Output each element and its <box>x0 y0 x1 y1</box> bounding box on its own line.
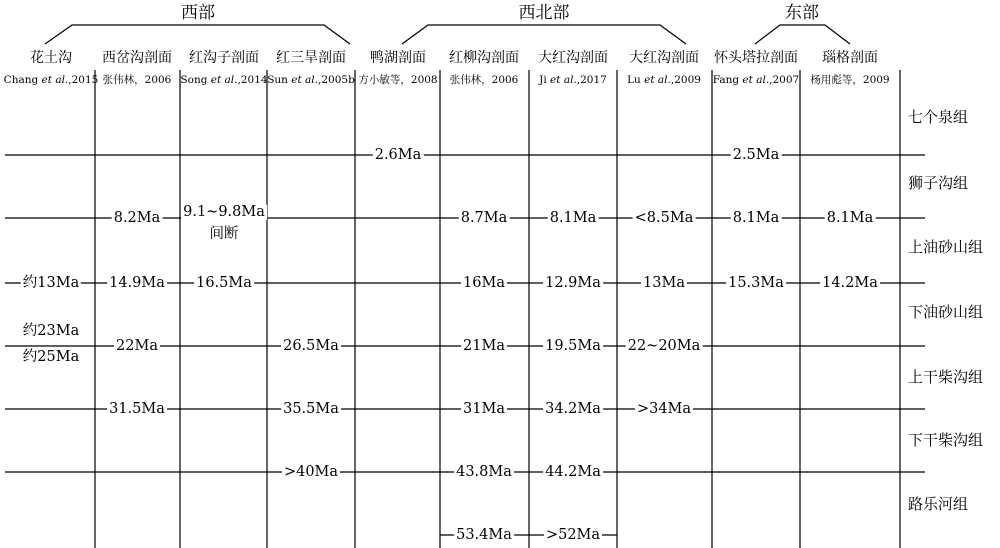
age-label: 2.5Ma <box>732 146 780 163</box>
region-northwest-label: 西北部 <box>518 3 570 23</box>
age-label: 35.5Ma <box>283 400 339 417</box>
age-label: 26.5Ma <box>283 337 339 354</box>
age-label: 43.8Ma <box>456 463 512 480</box>
age-label: >52Ma <box>545 526 601 543</box>
age-label: <8.5Ma <box>634 209 694 226</box>
age-label: 22~20Ma <box>627 337 701 354</box>
age-label: >40Ma <box>283 463 339 480</box>
column-name: 大红沟剖面 <box>629 50 699 66</box>
age-label: 14.2Ma <box>822 274 878 291</box>
column-reference: 方小敏等，2008 <box>358 74 438 86</box>
region-west-label: 西部 <box>181 3 215 23</box>
column-name: 怀头塔拉剖面 <box>714 50 798 66</box>
age-label: 12.9Ma <box>545 274 601 291</box>
age-label: 约13Ma <box>22 274 80 291</box>
age-label: 31Ma <box>463 400 505 417</box>
age-label: >34Ma <box>636 400 692 417</box>
age-label: 8.2Ma <box>113 209 161 226</box>
age-label: 13Ma <box>643 274 685 291</box>
column-reference: 张伟林，2006 <box>102 74 172 86</box>
column-reference: Ji et al.,2017 <box>539 74 607 86</box>
region-east-label: 东部 <box>785 3 819 23</box>
bracket-northwest <box>402 25 686 44</box>
age-label: 约25Ma <box>22 348 80 365</box>
formation-label: 下干柴沟组 <box>908 431 984 449</box>
age-label: 2.6Ma <box>374 146 422 163</box>
formation-label: 路乐河组 <box>908 495 969 513</box>
column-reference: Chang et al.,2015 <box>3 74 99 86</box>
age-label: 9.1~9.8Ma <box>183 203 265 220</box>
column-name: 大红沟剖面 <box>538 50 608 66</box>
column-reference: 杨用彪等，2009 <box>810 74 890 86</box>
age-label: 19.5Ma <box>545 337 601 354</box>
age-label: 31.5Ma <box>109 400 165 417</box>
column-reference: Lu et al.,2009 <box>627 74 701 86</box>
column-name: 红沟子剖面 <box>189 50 259 66</box>
column-name: 红三旱剖面 <box>276 50 346 66</box>
age-label: 8.1Ma <box>732 209 780 226</box>
bracket-east <box>755 25 850 44</box>
age-label: 14.9Ma <box>109 274 165 291</box>
hiatus-label: 间断 <box>209 225 239 242</box>
formation-label: 下油砂山组 <box>908 303 984 321</box>
age-label: 21Ma <box>463 337 505 354</box>
column-name: 西岔沟剖面 <box>102 50 172 66</box>
age-label: 16.5Ma <box>196 274 252 291</box>
age-label: 16Ma <box>463 274 505 291</box>
formation-label: 狮子沟组 <box>908 174 969 192</box>
column-name: 花土沟 <box>30 50 72 66</box>
age-label: 8.1Ma <box>549 209 597 226</box>
column-reference: Song et al.,2014 <box>180 74 268 86</box>
age-label: 8.7Ma <box>460 209 508 226</box>
formation-label: 上干柴沟组 <box>908 368 984 386</box>
age-label: 44.2Ma <box>545 463 601 480</box>
column-name: 鸭湖剖面 <box>370 50 426 66</box>
age-label: 15.3Ma <box>728 274 784 291</box>
age-label: 8.1Ma <box>826 209 874 226</box>
age-label: 53.4Ma <box>456 526 512 543</box>
age-label: 约23Ma <box>22 322 80 339</box>
bracket-west <box>45 25 350 44</box>
formation-label: 七个泉组 <box>908 108 969 126</box>
column-name: 瑙格剖面 <box>822 50 878 66</box>
age-label: 34.2Ma <box>545 400 601 417</box>
column-name: 红柳沟剖面 <box>449 50 519 66</box>
formation-label: 上油砂山组 <box>908 238 984 256</box>
column-reference: Sun et al.,2005b <box>267 74 355 86</box>
age-label: 22Ma <box>116 337 158 354</box>
column-reference: Fang et al.,2007 <box>712 74 800 86</box>
column-reference: 张伟林，2006 <box>449 74 519 86</box>
